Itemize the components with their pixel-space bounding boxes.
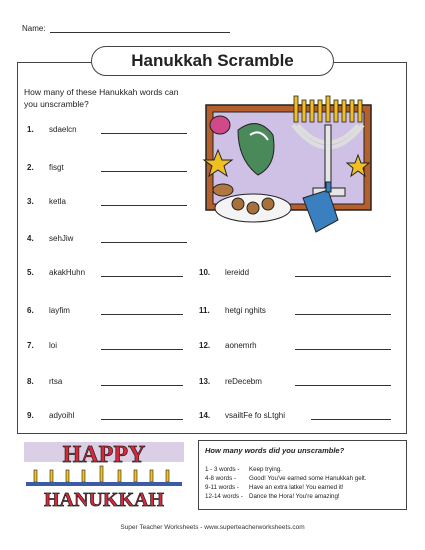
answer-field[interactable] <box>101 267 183 277</box>
score-row: 1 - 3 words - Keep trying. <box>205 466 283 473</box>
list-item: 2. fisgt <box>27 162 187 172</box>
instructions: How many of these Hanukkah words can you unscramble? <box>24 87 179 109</box>
list-item: 10. lereidd <box>199 267 391 277</box>
list-item: 1. sdaelcn <box>27 124 187 134</box>
banner-line2: HANUKKAH <box>44 489 164 510</box>
answer-field[interactable] <box>311 410 391 420</box>
score-row: 4-8 words - Good! You've earned some Hanukkah gelt. <box>205 475 367 482</box>
answer-field[interactable] <box>101 376 183 386</box>
banner-line1: HAPPY <box>62 442 146 468</box>
answer-field[interactable] <box>101 124 187 134</box>
answer-field[interactable] <box>101 410 183 420</box>
list-item: 6. layfim <box>27 305 183 315</box>
answer-field[interactable] <box>295 340 391 350</box>
answer-field[interactable] <box>101 162 187 172</box>
list-item: 7. loi <box>27 340 183 350</box>
answer-field[interactable] <box>295 305 391 315</box>
answer-field[interactable] <box>295 376 391 386</box>
list-item: 5. akakHuhn <box>27 267 183 277</box>
score-row: 9-11 words - Have an extra latke! You earned it! <box>205 484 344 491</box>
page-title: Hanukkah Scramble <box>91 46 334 76</box>
list-item: 4. sehJiw <box>27 233 187 243</box>
list-item: 9. adyoihl <box>27 410 183 420</box>
name-field[interactable] <box>50 24 230 33</box>
list-item: 12. aonemrh <box>199 340 391 350</box>
score-row: 12-14 words - Dance the Hora! You're amazing! <box>205 493 340 500</box>
name-label: Name: <box>22 24 46 33</box>
answer-field[interactable] <box>101 340 183 350</box>
list-item: 3. ketla <box>27 196 187 206</box>
answer-field[interactable] <box>295 267 391 277</box>
list-item: 14. vsailtFe fo sLtghi <box>199 410 391 420</box>
list-item: 13. reDecebm <box>199 376 391 386</box>
menorah-illustration <box>198 90 388 260</box>
footer: Super Teacher Worksheets - www.superteacherworksheets.com <box>120 524 305 531</box>
answer-field[interactable] <box>101 305 183 315</box>
name-row <box>22 24 230 33</box>
happy-hanukkah-banner <box>22 440 186 510</box>
answer-field[interactable] <box>101 196 187 206</box>
score-title: How many words did you unscramble? <box>205 446 345 455</box>
answer-field[interactable] <box>101 233 187 243</box>
list-item: 11. hetgi nghits <box>199 305 391 315</box>
list-item: 8. rtsa <box>27 376 183 386</box>
